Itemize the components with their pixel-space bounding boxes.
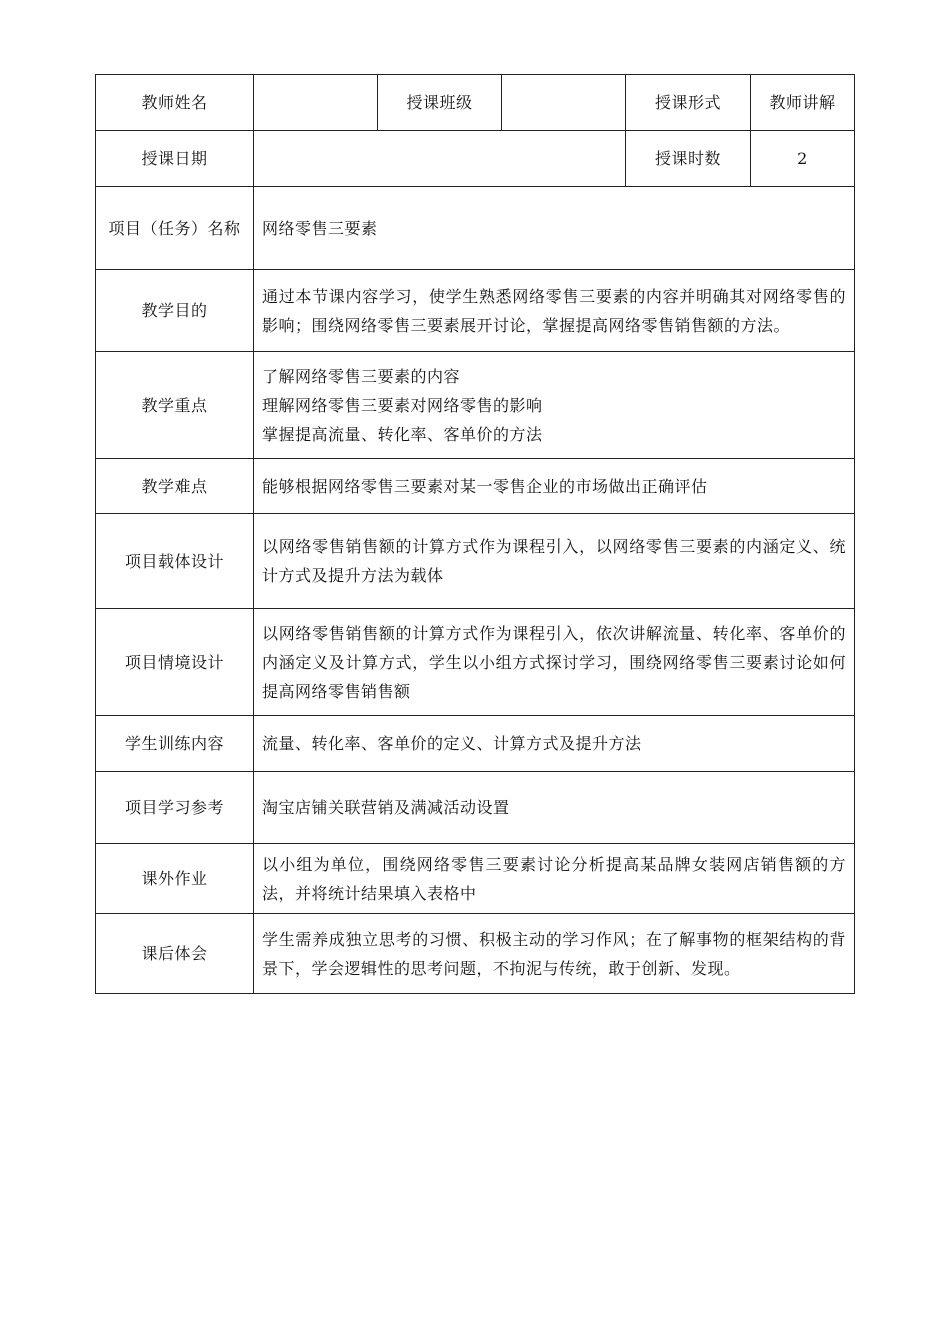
teacher-name-label: 教师姓名 <box>96 75 254 131</box>
date-value <box>254 131 626 187</box>
form-value: 教师讲解 <box>751 75 855 131</box>
project-name-label: 项目（任务）名称 <box>96 187 254 270</box>
key-points-content <box>254 352 855 459</box>
key-point-item: 了解网络零售三要素的内容 <box>262 366 461 386</box>
class-label: 授课班级 <box>378 75 502 131</box>
key-point-item: 掌握提高流量、转化率、客单价的方法 <box>262 424 543 444</box>
form-label: 授课形式 <box>626 75 751 131</box>
row-homework <box>96 844 855 914</box>
reflection-content: 学生需养成独立思考的习惯、积极主动的学习作风；在了解事物的框架结构的背景下，学会逻辑性的思考问题，不拘泥与传统，敢于创新、发现。 <box>254 914 855 994</box>
hours-label: 授课时数 <box>626 131 751 187</box>
training-content: 流量、转化率、客单价的定义、计算方式及提升方法 <box>254 716 855 772</box>
row-carrier-design <box>96 514 855 609</box>
objective-label: 教学目的 <box>96 270 254 352</box>
lesson-plan-table <box>95 74 855 994</box>
key-points-label: 教学重点 <box>96 352 254 459</box>
scenario-design-label: 项目情境设计 <box>96 609 254 716</box>
key-point-item: 理解网络零售三要素对网络零售的影响 <box>262 395 543 415</box>
teacher-name-value <box>254 75 378 131</box>
reference-label: 项目学习参考 <box>96 772 254 844</box>
row-date <box>96 131 855 187</box>
row-project-name <box>96 187 855 270</box>
row-scenario-design <box>96 609 855 716</box>
objective-content: 通过本节课内容学习，使学生熟悉网络零售三要素的内容并明确其对网络零售的影响；围绕网络零售三要素展开讨论，掌握提高网络零售销售额的方法。 <box>254 270 855 352</box>
difficulties-content: 能够根据网络零售三要素对某一零售企业的市场做出正确评估 <box>254 459 855 514</box>
reference-content: 淘宝店铺关联营销及满减活动设置 <box>254 772 855 844</box>
training-label: 学生训练内容 <box>96 716 254 772</box>
row-difficulties <box>96 459 855 514</box>
carrier-design-label: 项目载体设计 <box>96 514 254 609</box>
row-training <box>96 716 855 772</box>
hours-value: 2 <box>751 131 855 187</box>
row-key-points <box>96 352 855 459</box>
reflection-label: 课后体会 <box>96 914 254 994</box>
row-reflection <box>96 914 855 994</box>
class-value <box>502 75 626 131</box>
carrier-design-content: 以网络零售销售额的计算方式作为课程引入，以网络零售三要素的内涵定义、统计方式及提升方法为载体 <box>254 514 855 609</box>
date-label: 授课日期 <box>96 131 254 187</box>
homework-label: 课外作业 <box>96 844 254 914</box>
project-name-content: 网络零售三要素 <box>254 187 855 270</box>
homework-content: 以小组为单位，围绕网络零售三要素讨论分析提高某品牌女装网店销售额的方法，并将统计结果填入表格中 <box>254 844 855 914</box>
row-teacher <box>96 75 855 131</box>
row-reference <box>96 772 855 844</box>
difficulties-label: 教学难点 <box>96 459 254 514</box>
scenario-design-content: 以网络零售销售额的计算方式作为课程引入，依次讲解流量、转化率、客单价的内涵定义及计算方式，学生以小组方式探讨学习，围绕网络零售三要素讨论如何提高网络零售销售额 <box>254 609 855 716</box>
row-objective <box>96 270 855 352</box>
